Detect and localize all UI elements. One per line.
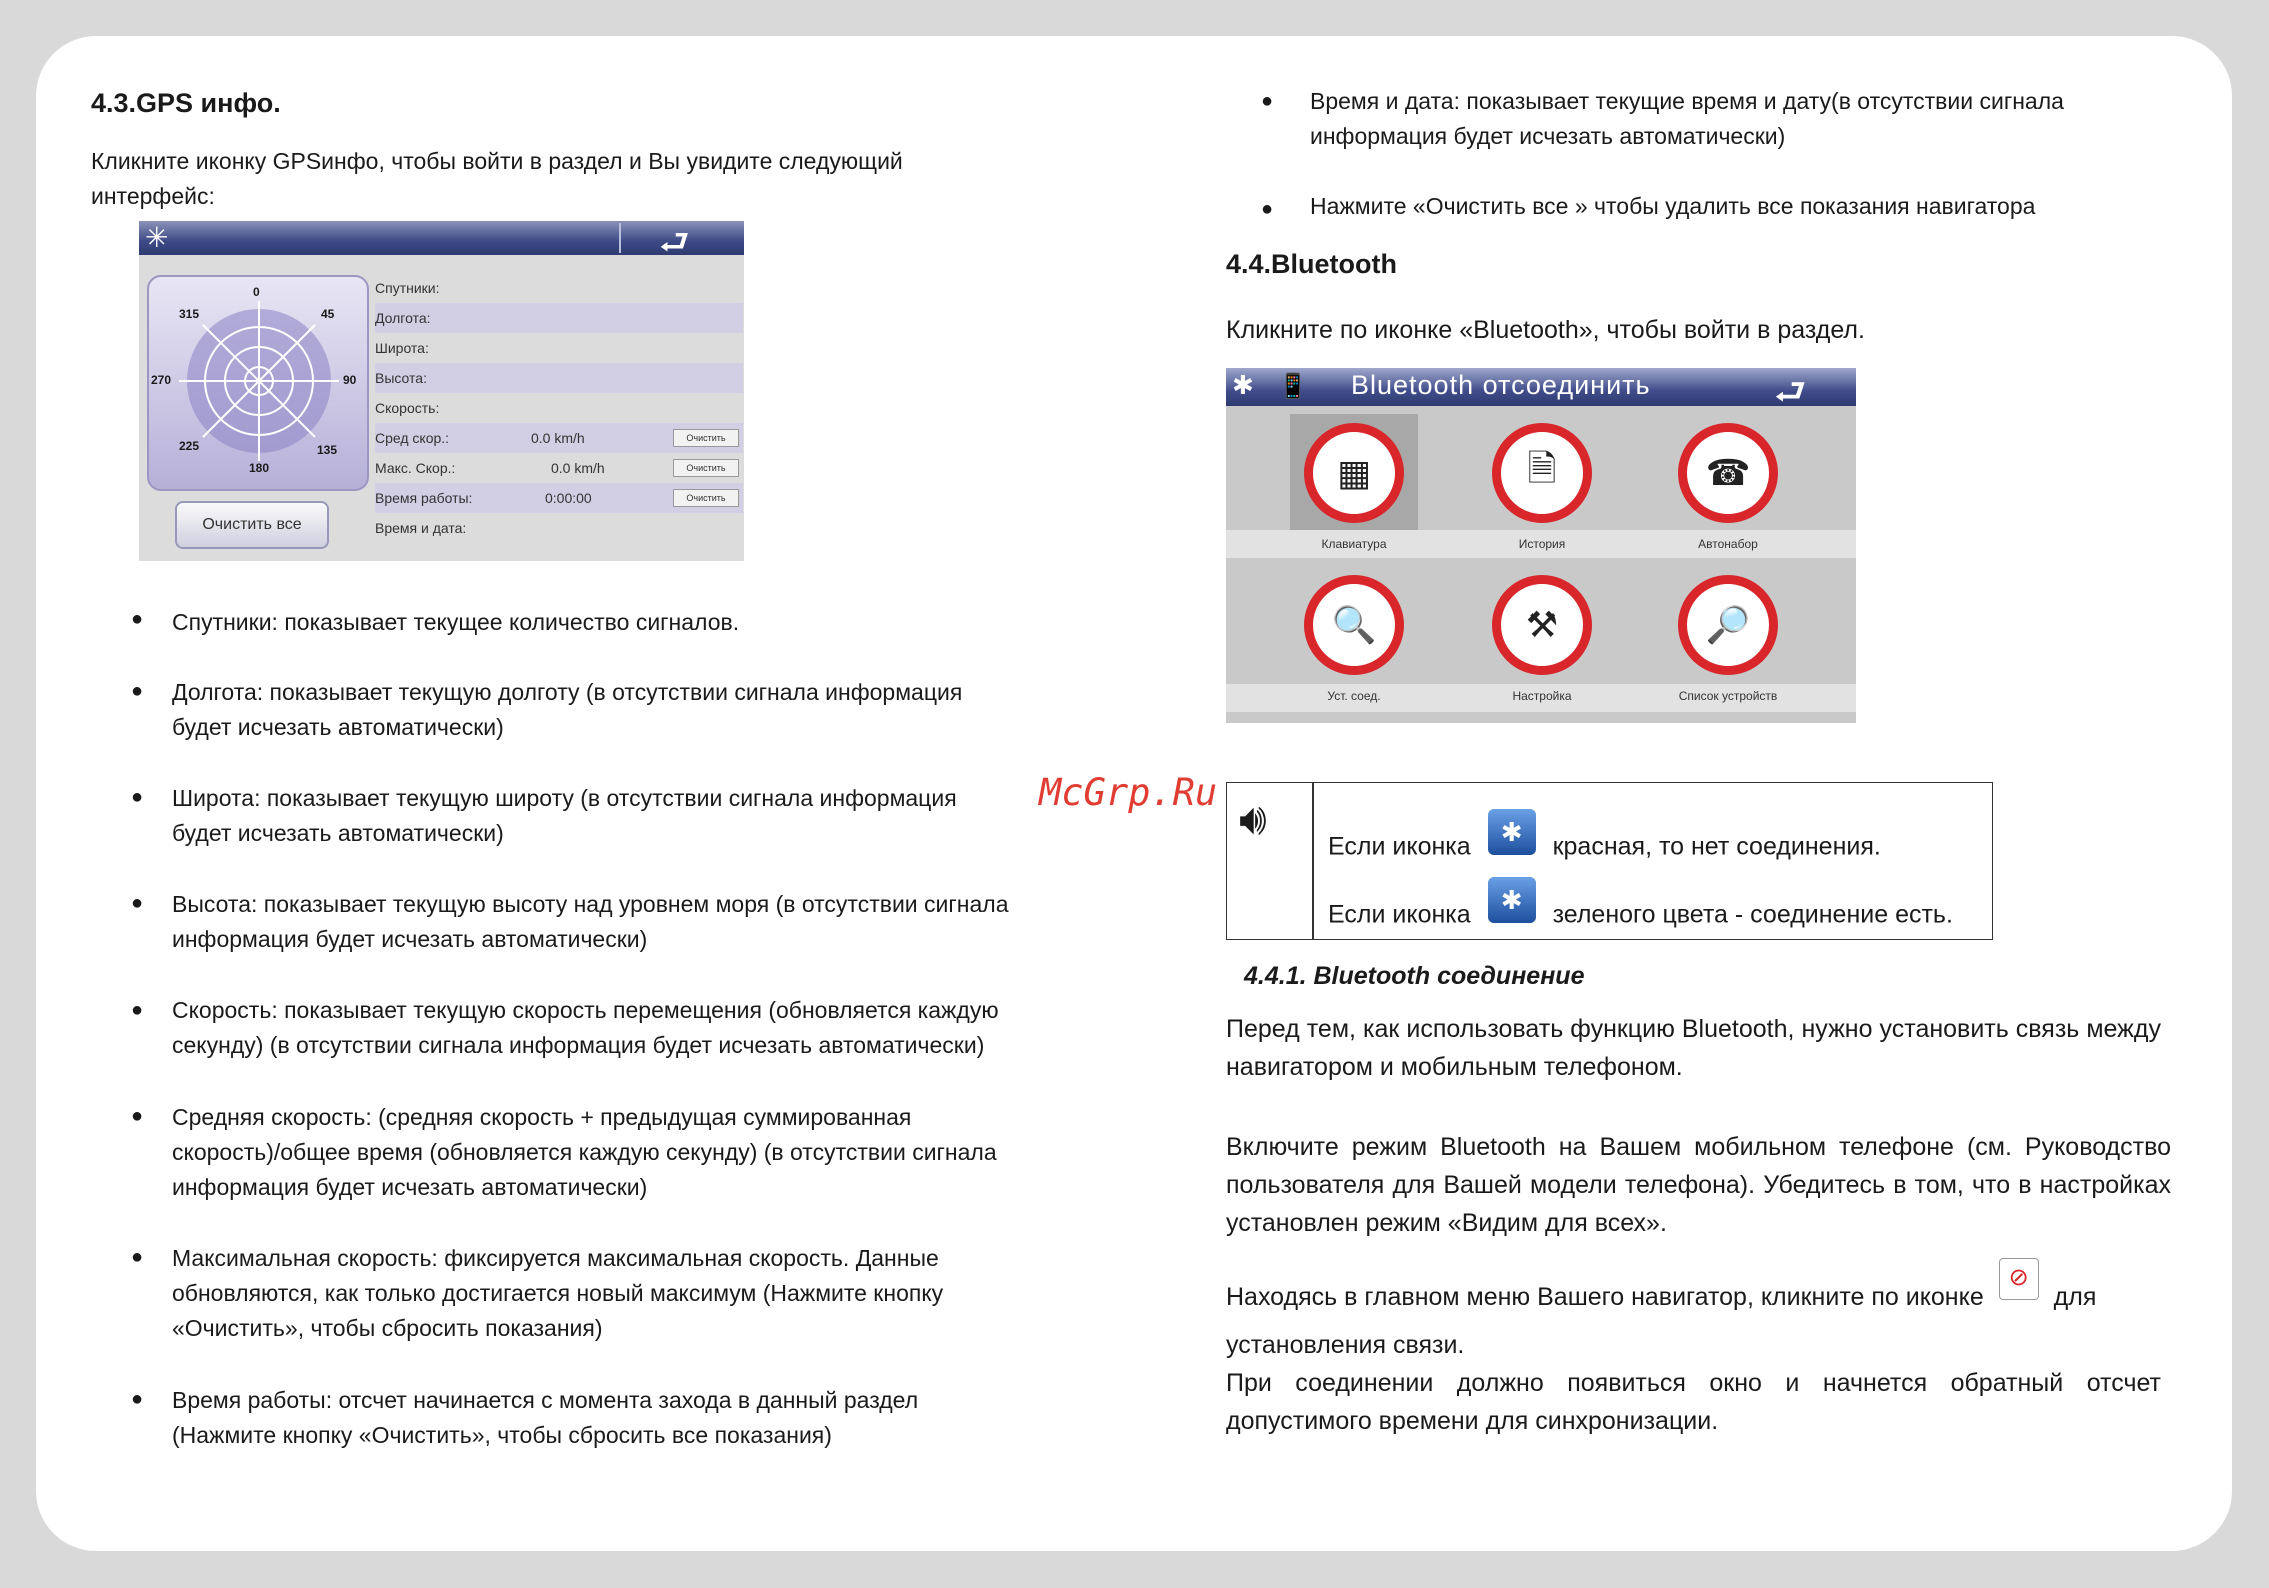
list-item: Скорость: показывает текущую скорость перемещения (обновляется каждую секунду) (в отсутствии сигнала информация будет исчезать автоматически) (172, 997, 999, 1058)
bt-item-history[interactable]: 🗎 История (1477, 423, 1607, 551)
bt-screen-title: Bluetooth отсоединить (1351, 370, 1651, 400)
tools-icon: ⚒ (1525, 604, 1559, 645)
bullet-dot: ● (131, 892, 144, 914)
gps-row: Долгота: (375, 303, 743, 333)
list-item-time-date: Время и дата: показывает текущие время и дату(в отсутствии сигнала информация будет исчезать автоматически) (1310, 88, 2064, 149)
keypad-icon: ▦ (1336, 452, 1372, 493)
phone-icon: 📱 (1278, 373, 1308, 400)
search-phone-icon: 🔍 (1331, 604, 1377, 645)
list-item: Высота: показывает текущую высоту над уровнем моря (в отсутствии сигнала информация будет исчезать автоматически) (172, 891, 1009, 952)
history-icon: 🗎 (1527, 447, 1557, 489)
bluetooth-icon: ✱ (1232, 370, 1254, 400)
back-arrow-icon[interactable]: ⮐ (659, 224, 690, 262)
gps-star-icon: ✳ (145, 222, 169, 253)
paragraph-3-line2: установления связи. (1226, 1331, 1465, 1359)
bullet-dot: ● (131, 608, 144, 630)
clear-all-button[interactable]: Очистить все (175, 501, 329, 549)
clear-time-button[interactable]: Очистить (673, 489, 739, 507)
note-box (1226, 782, 1993, 940)
max-speed-value: 0.0 km/h (551, 460, 605, 476)
bluetooth-screenshot (1226, 368, 1856, 723)
watermark: McGrp.Ru (1039, 771, 1218, 814)
bullet-dot: ● (131, 1105, 144, 1127)
note-line-green: Если иконка ✱ зеленого цвета - соединение есть. (1328, 893, 1953, 939)
gps-row: Время и дата: (375, 520, 467, 536)
paragraph-3-line1: Находясь в главном меню Вашего навигатор, кликните по иконке ⊘ для (1226, 1278, 2096, 1320)
bullet-dot: ● (1261, 90, 1274, 112)
gps-row: Спутники: (375, 280, 440, 296)
compass-label-se: 135 (317, 443, 338, 457)
gps-info-screenshot (139, 221, 744, 561)
subsection-heading: 4.4.1. Bluetooth соединение (1244, 962, 1585, 990)
list-item: Время работы: отсчет начинается с момента захода в данный раздел (Нажмите кнопку «Очистить», чтобы сбросить все показания) (172, 1387, 919, 1448)
paragraph-2: Включите режим Bluetooth на Вашем мобильном телефоне (см. Руководство пользователя для Вашей модели телефона). Убедитесь в том, что в настройках установлен режим «Видим для всех». (1226, 1133, 2171, 1237)
bluetooth-green-icon: ✱ (1488, 877, 1536, 923)
phonebook-icon: ☎ (1705, 452, 1751, 493)
bluetooth-intro: Кликните по иконке «Bluetooth», чтобы войти в раздел. (1226, 316, 1865, 344)
gps-row: Высота: (375, 363, 743, 393)
compass-label-ne: 45 (321, 307, 335, 321)
clear-max-button[interactable]: Очистить (673, 459, 739, 477)
paragraph-1: Перед тем, как использовать функцию Bluetooth, нужно установить связь между навигатором и мобильным телефоном. (1226, 1015, 2161, 1081)
gps-row: Широта: (375, 340, 429, 356)
note-line-red: Если иконка ✱ красная, то нет соединения. (1328, 825, 1881, 871)
gps-row: Сред скор.: 0.0 km/h Очистить (375, 423, 743, 453)
compass-label-n: 0 (253, 285, 260, 299)
gps-row: Время работы: 0:00:00 Очистить (375, 483, 743, 513)
compass-label-e: 90 (343, 373, 357, 387)
bullet-dot: ● (131, 786, 144, 808)
bullet-dot: ● (131, 1388, 144, 1410)
bullet-dot: ● (1261, 198, 1274, 220)
back-arrow-icon[interactable]: ⮐ (1774, 371, 1807, 412)
list-item: Средняя скорость: (средняя скорость + предыдущая суммированная скорость)/общее время (обновляется каждую секунду) (в отсутствии сигнала информация будет исчезать автоматически) (172, 1104, 997, 1200)
list-item: Максимальная скорость: фиксируется максимальная скорость. Данные обновляются, как только достигается новый максимум (Нажмите кнопку «Очистить», чтобы сбросить показания) (172, 1245, 944, 1341)
list-item: Широта: показывает текущую широту (в отсутствии сигнала информация будет исчезать автоматически) (172, 785, 957, 846)
paragraph-4: При соединении должно появиться окно и начнется обратный отсчет допустимого времени для синхронизации. (1226, 1369, 2161, 1435)
gps-title-bar (139, 221, 744, 262)
bullet-dot: ● (131, 680, 144, 702)
compass-label-sw: 225 (179, 439, 200, 453)
bullet-dot: ● (131, 1246, 144, 1268)
bt-item-autodial[interactable]: ☎ Автонабор (1663, 423, 1793, 551)
list-item-clear-all: Нажмите «Очистить все » чтобы удалить все показания навигатора (1310, 193, 2036, 219)
bt-item-connect[interactable]: 🔍 Уст. соед. (1289, 575, 1419, 703)
bt-item-keyboard[interactable]: ▦ Клавиатура (1289, 423, 1419, 551)
compass-label-s: 180 (249, 461, 270, 475)
work-time-value: 0:00:00 (545, 490, 592, 506)
bt-item-settings[interactable]: ⚒ Настройка (1477, 575, 1607, 703)
gps-data-rows (375, 273, 743, 543)
bluetooth-red-icon: ✱ (1488, 809, 1536, 855)
device-list-icon: 🔎 (1705, 604, 1751, 645)
connect-icon: ⊘ (1999, 1258, 2039, 1300)
list-item: Спутники: показывает текущее количество сигналов. (172, 609, 740, 635)
gps-row: Скорость: (375, 400, 440, 416)
clear-avg-button[interactable]: Очистить (673, 429, 739, 447)
bt-item-device-list[interactable]: 🔎 Список устройств (1663, 575, 1793, 703)
list-item: Долгота: показывает текущую долготу (в отсутствии сигнала информация будет исчезать автоматически) (172, 679, 963, 740)
section-heading-bluetooth: 4.4.Bluetooth (1226, 249, 1398, 279)
compass-panel (147, 275, 369, 491)
bullet-dot: ● (131, 999, 144, 1021)
avg-speed-value: 0.0 km/h (531, 430, 585, 446)
bt-title-bar (1226, 368, 1856, 412)
gps-intro-line2: интерфейс: (91, 183, 215, 209)
speaker-icon: 🔊︎ (1239, 795, 1267, 844)
section-heading-gps: 4.3.GPS инфо. (91, 88, 281, 118)
compass-label-w: 270 (151, 373, 172, 387)
gps-intro-line1: Кликните иконку GPSинфо, чтобы войти в раздел и Вы увидите следующий (91, 148, 903, 174)
gps-row: Макс. Скор.: 0.0 km/h Очистить (375, 453, 743, 483)
compass-label-nw: 315 (179, 307, 200, 321)
